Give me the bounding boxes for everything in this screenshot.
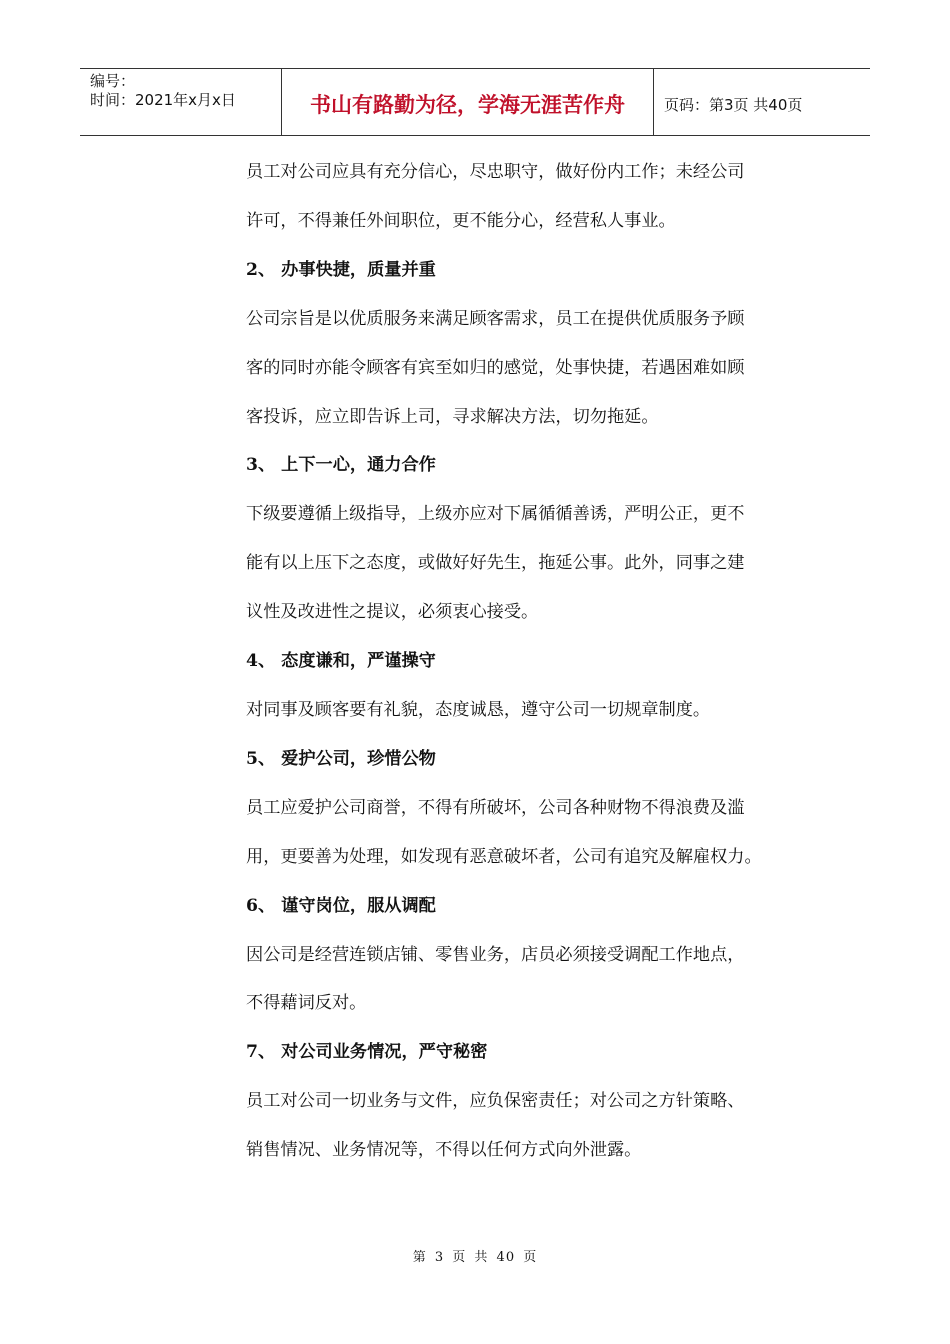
section-heading: 2、 办事快捷，质量并重 (246, 259, 436, 280)
body-line: 员工应爱护公司商誉，不得有所破坏，公司各种财物不得浪费及滥 (246, 797, 745, 818)
body-line: 能有以上压下之态度，或做好好先生，拖延公事。此外，同事之建 (246, 553, 745, 574)
document-date: 时间：2021年x月x日 (90, 91, 236, 109)
section-heading: 3、 上下一心，通力合作 (246, 455, 436, 476)
body-line: 员工对公司应具有充分信心，尽忠职守，做好份内工作；未经公司 (246, 162, 745, 182)
section-heading: 4、 态度谦和，严谨操守 (246, 651, 436, 672)
body-line: 用，更要善为处理，如发现有恶意破坏者，公司有追究及解雇权力。 (246, 846, 762, 867)
section-heading: 6、 谨守岗位，服从调配 (246, 895, 436, 916)
body-line: 客投诉，应立即告诉上司，寻求解决方法，切勿拖延。 (246, 406, 659, 427)
body-line: 公司宗旨是以优质服务来满足顾客需求，员工在提供优质服务予顾 (246, 308, 745, 329)
header-meta (80, 69, 282, 135)
section-heading: 7、 对公司业务情况，严守秘密 (246, 1042, 488, 1063)
header-page-info: 页码：第3页 共40页 (664, 95, 803, 114)
body-line: 不得藉词反对。 (246, 993, 367, 1014)
document-number-label: 编号： (90, 72, 136, 90)
header-motto: 书山有路勤为径，学海无涯苦作舟 (282, 69, 654, 135)
page-footer: 第 3 页 共 40 页 (412, 1250, 538, 1265)
body-line: 对同事及顾客要有礼貌，态度诚恳，遵守公司一切规章制度。 (246, 699, 711, 720)
section-heading: 5、 爱护公司，珍惜公物 (246, 748, 436, 769)
body-line: 员工对公司一切业务与文件，应负保密责任；对公司之方针策略、 (246, 1091, 745, 1112)
body-line: 下级要遵循上级指导，上级亦应对下属循循善诱，严明公正，更不 (246, 504, 745, 525)
body-line: 客的同时亦能令顾客有宾至如归的感觉，处事快捷，若遇困难如顾 (246, 357, 745, 378)
body-line: 议性及改进性之提议，必须衷心接受。 (246, 602, 539, 623)
body-line: 因公司是经营连锁店铺、零售业务，店员必须接受调配工作地点， (246, 944, 745, 965)
body-line: 许可，不得兼任外间职位，更不能分心，经营私人事业。 (246, 210, 676, 231)
document-body (246, 148, 816, 1175)
page-header (80, 68, 870, 136)
body-line: 销售情况、业务情况等，不得以任何方式向外泄露。 (246, 1140, 642, 1161)
